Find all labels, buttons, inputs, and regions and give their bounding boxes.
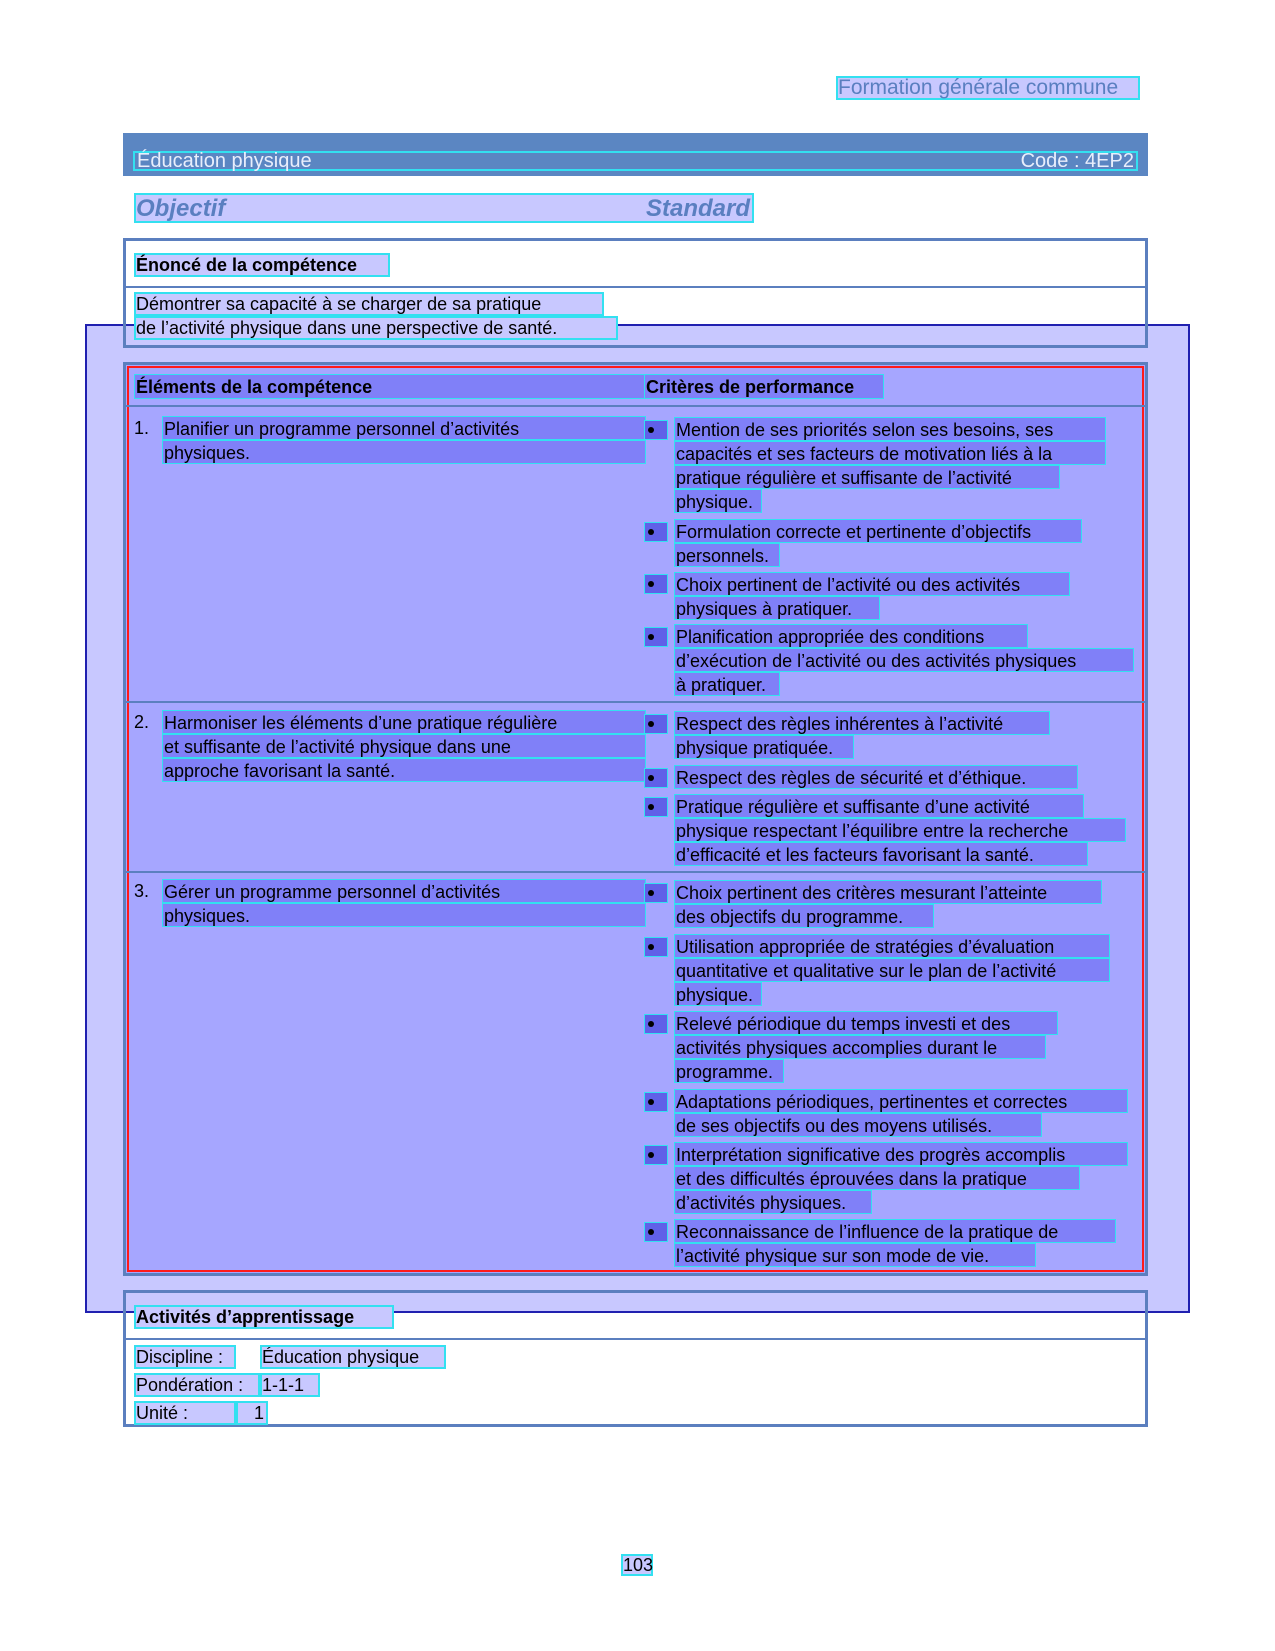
criterion-3-1-line-2: des objectifs du programme. (674, 904, 934, 928)
row-1-element-line-1: Planifier un programme personnel d’activités (162, 416, 646, 440)
bullet-icon (644, 522, 668, 542)
course-title-bar (123, 133, 1148, 176)
criterion-2-1-line-1: Respect des règles inhérentes à l’activité (674, 711, 1050, 735)
bullet-icon (644, 768, 668, 788)
criterion-1-4-line-2: d’exécution de l’activité ou des activités physiques (674, 648, 1134, 672)
bullet-icon (644, 420, 668, 440)
course-name: Éducation physique (137, 150, 312, 172)
enonce-title: Énoncé de la compétence (134, 253, 390, 277)
unite-label: Unité : (134, 1401, 236, 1425)
criterion-1-1-line-4: physique. (674, 489, 762, 513)
criterion-3-6-line-2: l’activité physique sur son mode de vie. (674, 1243, 1036, 1267)
discipline-label: Discipline : (134, 1345, 236, 1369)
row-2-element-line-2: et suffisante de l’activité physique dans une (162, 734, 646, 758)
bullet-icon (644, 1145, 668, 1165)
bullet-icon (644, 714, 668, 734)
col-header-elements: Éléments de la compétence (134, 374, 646, 399)
criterion-3-2-line-2: quantitative et qualitative sur le plan de l’activité (674, 958, 1110, 982)
criterion-3-6-line-1: Reconnaissance de l’influence de la pratique de (674, 1219, 1116, 1243)
criterion-3-5-line-1: Interprétation significative des progrès accomplis (674, 1142, 1128, 1166)
criterion-2-2-line-1: Respect des règles de sécurité et d’éthique. (674, 765, 1078, 789)
row-divider (126, 871, 1145, 873)
page-number: 103 (623, 1555, 654, 1575)
criterion-3-1-line-1: Choix pertinent des critères mesurant l’atteinte (674, 880, 1102, 904)
row-1-number: 1. (134, 418, 150, 438)
enonce-line-1: Démontrer sa capacité à se charger de sa pratique (134, 292, 604, 316)
criterion-1-4-line-1: Planification appropriée des conditions (674, 624, 1028, 648)
objective-standard-row (134, 193, 754, 223)
unite-value: 1 (236, 1401, 268, 1425)
criterion-1-2-line-1: Formulation correcte et pertinente d’objectifs (674, 519, 1082, 543)
header-divider (126, 405, 1145, 407)
criterion-3-3-line-3: programme. (674, 1059, 784, 1083)
section-title: Formation générale commune (836, 76, 1140, 100)
bullet-icon (644, 1092, 668, 1112)
ponderation-value: 1-1-1 (260, 1373, 320, 1397)
criterion-3-3-line-1: Relevé périodique du temps investi et des (674, 1011, 1058, 1035)
activites-title: Activités d’apprentissage (134, 1305, 394, 1329)
criterion-1-3-line-1: Choix pertinent de l’activité ou des activités (674, 572, 1070, 596)
criterion-2-3-line-2: physique respectant l’équilibre entre la recherche (674, 818, 1126, 842)
bullet-icon (644, 937, 668, 957)
criterion-3-4-line-2: de ses objectifs ou des moyens utilisés. (674, 1113, 1042, 1137)
bullet-icon (644, 627, 668, 647)
row-2-element-line-1: Harmoniser les éléments d’une pratique régulière (162, 710, 646, 734)
row-2-number: 2. (134, 712, 150, 732)
criterion-2-1-line-2: physique pratiquée. (674, 735, 854, 759)
course-code: Code : 4EP2 (1020, 150, 1134, 172)
standard-label: Standard (646, 195, 751, 222)
enonce-line-2: de l’activité physique dans une perspective de santé. (134, 316, 618, 340)
col-header-criteres: Critères de performance (644, 374, 884, 399)
criterion-2-3-line-3: d’efficacité et les facteurs favorisant la santé. (674, 842, 1088, 866)
criterion-1-1-line-3: pratique régulière et suffisante de l’activité (674, 465, 1060, 489)
row-3-element-line-2: physiques. (162, 903, 646, 927)
bullet-icon (644, 1014, 668, 1034)
criterion-3-5-line-2: et des difficultés éprouvées dans la pratique (674, 1166, 1080, 1190)
objectif-label: Objectif (136, 195, 226, 222)
row-3-number: 3. (134, 881, 150, 901)
bullet-icon (644, 574, 668, 594)
criterion-3-5-line-3: d’activités physiques. (674, 1190, 872, 1214)
course-title-inner (133, 151, 1138, 171)
criterion-1-2-line-2: personnels. (674, 543, 780, 567)
bullet-icon (644, 883, 668, 903)
criterion-2-3-line-1: Pratique régulière et suffisante d’une activité (674, 794, 1084, 818)
row-2-element-line-3: approche favorisant la santé. (162, 758, 646, 782)
criterion-1-3-line-2: physiques à pratiquer. (674, 596, 880, 620)
criterion-3-2-line-1: Utilisation appropriée de stratégies d’évaluation (674, 934, 1110, 958)
criterion-1-1-line-2: capacités et ses facteurs de motivation liés à la (674, 441, 1106, 465)
bullet-icon (644, 1222, 668, 1242)
row-1-element-line-2: physiques. (162, 440, 646, 464)
criterion-1-4-line-3: à pratiquer. (674, 672, 780, 696)
ponderation-label: Pondération : (134, 1373, 260, 1397)
activites-box (123, 1290, 1148, 1427)
criterion-3-2-line-3: physique. (674, 982, 762, 1006)
enonce-box (123, 238, 1148, 348)
criterion-3-3-line-2: activités physiques accomplies durant le (674, 1035, 1046, 1059)
criterion-3-4-line-1: Adaptations périodiques, pertinentes et correctes (674, 1089, 1128, 1113)
row-3-element-line-1: Gérer un programme personnel d’activités (162, 879, 646, 903)
discipline-value: Éducation physique (260, 1345, 446, 1369)
criterion-1-1-line-1: Mention de ses priorités selon ses besoins, ses (674, 417, 1106, 441)
row-divider (126, 701, 1145, 703)
bullet-icon (644, 797, 668, 817)
